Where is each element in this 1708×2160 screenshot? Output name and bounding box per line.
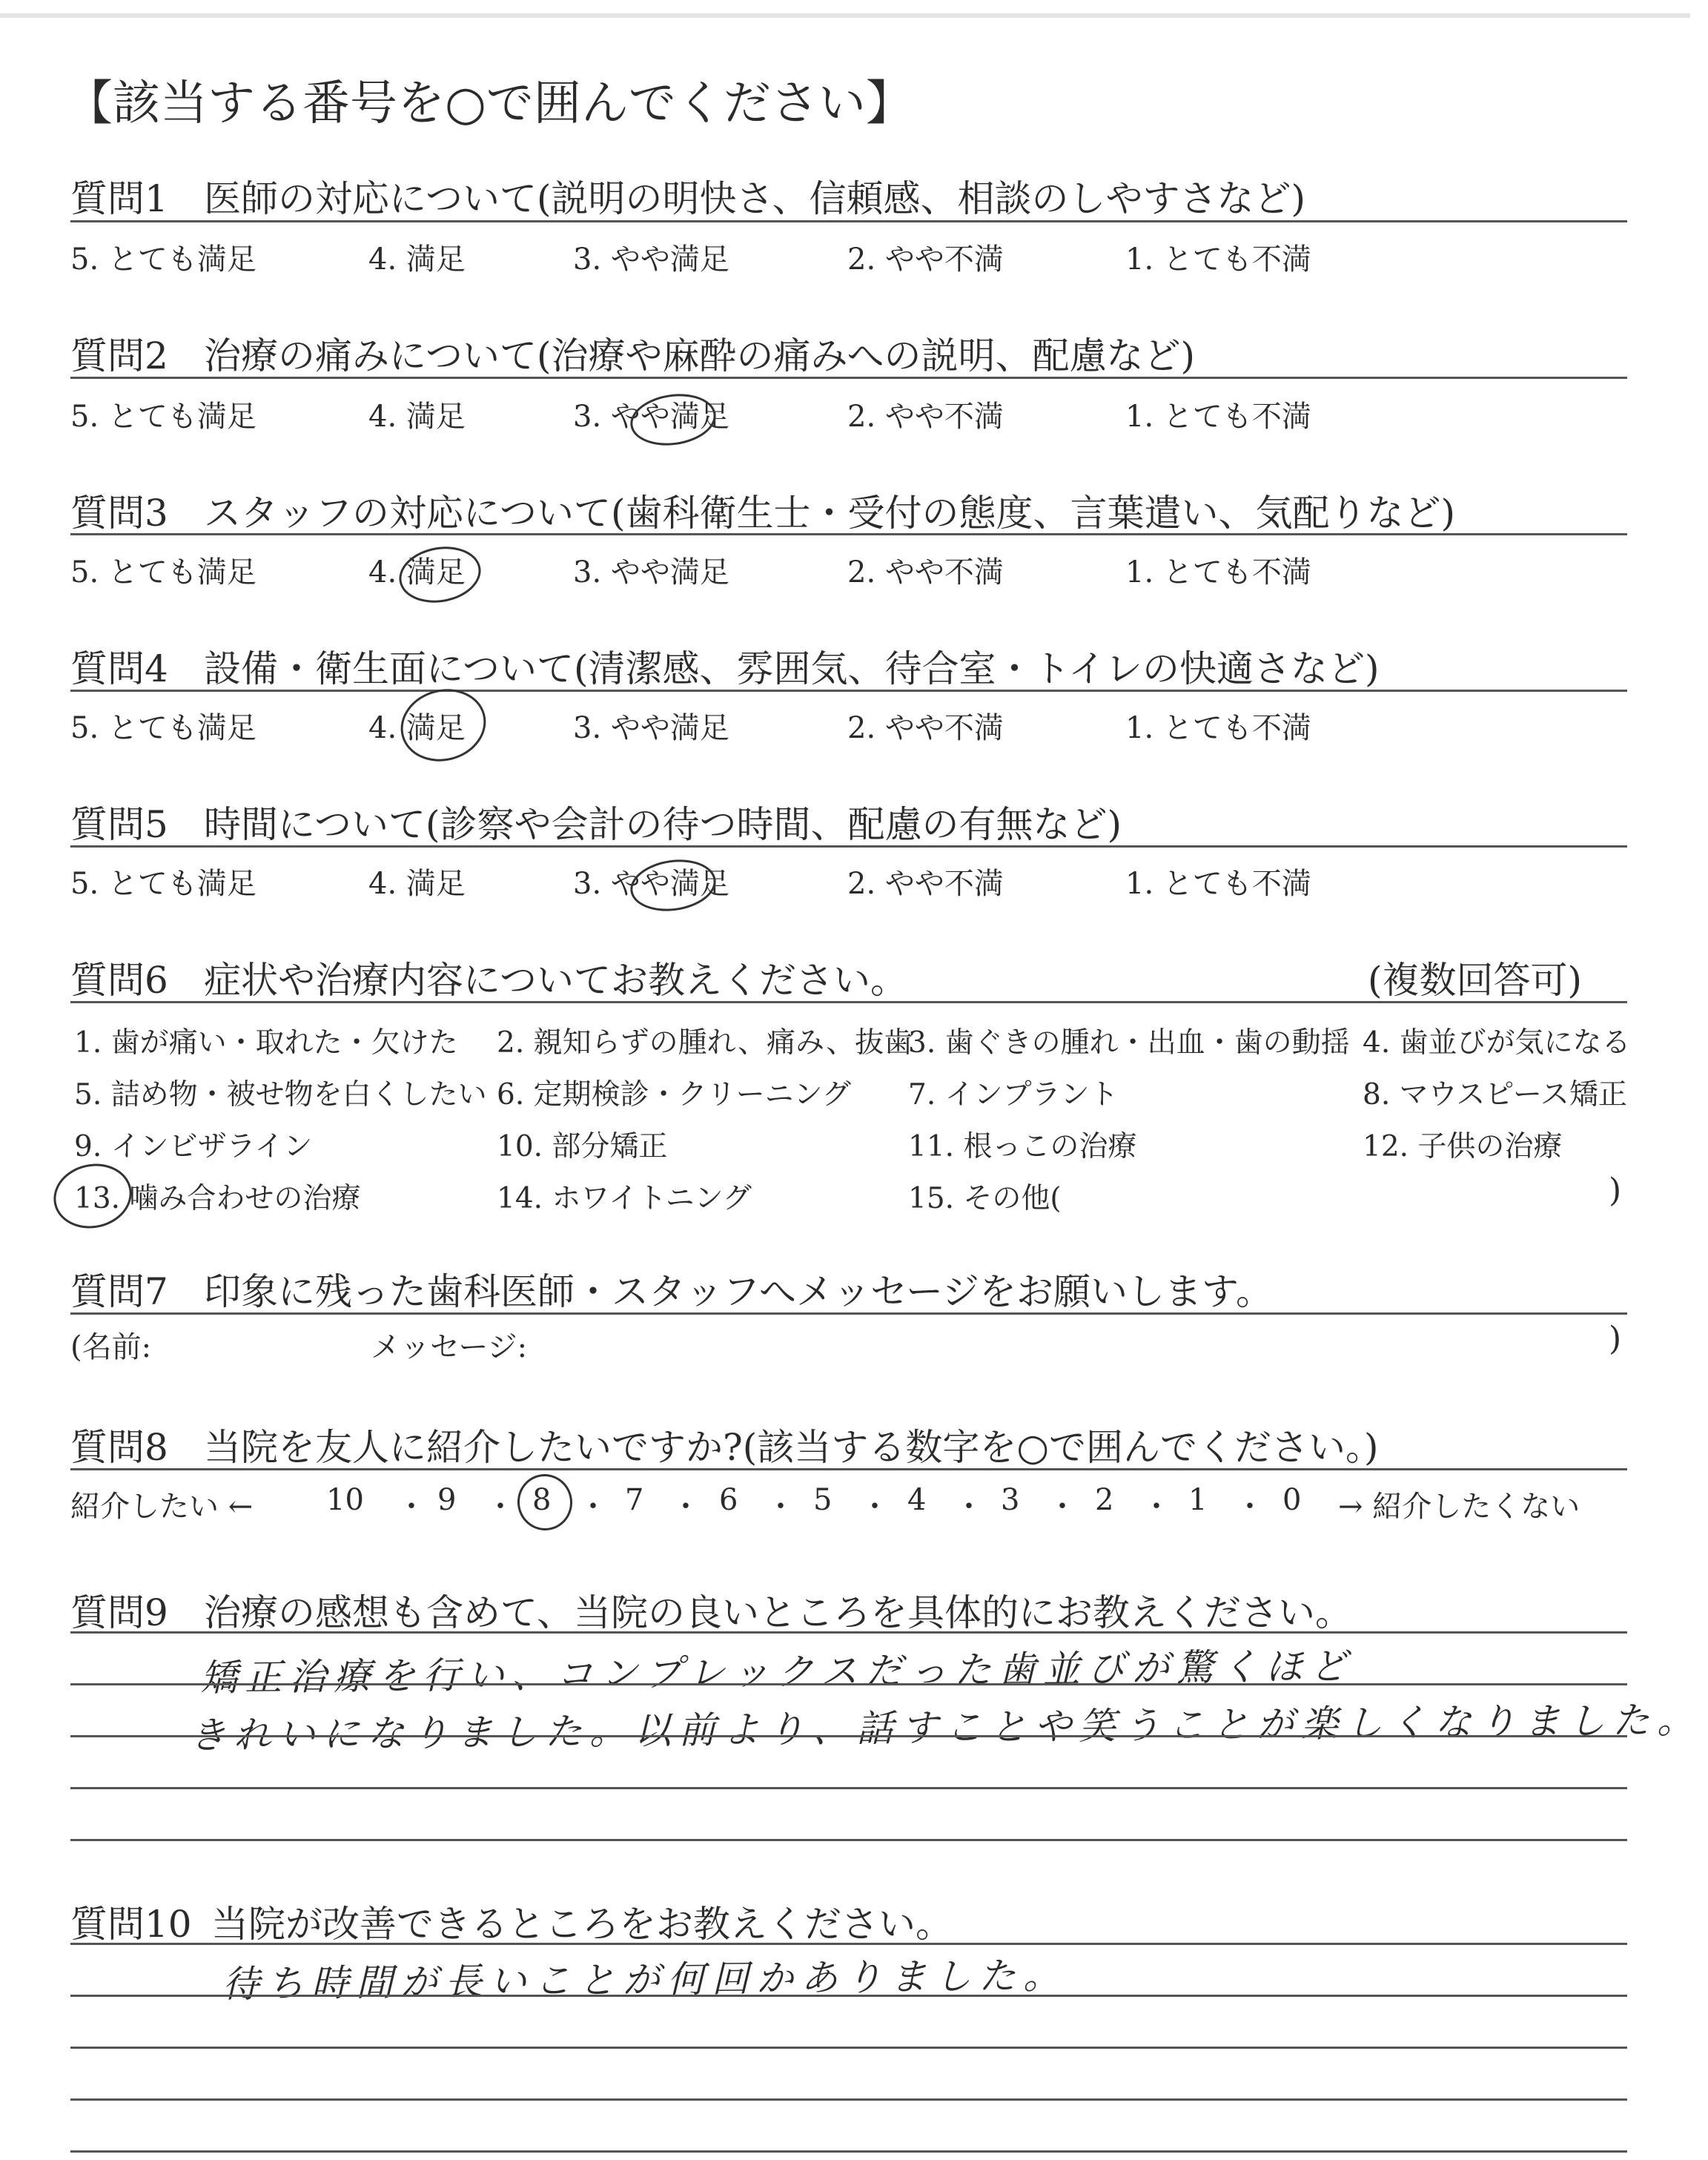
q6-option-9[interactable]: 9. インビザライン [74, 1130, 313, 1163]
question-text: 当院を友人に紹介したいですか?(該当する数字を○で囲んでください。) [204, 1426, 1379, 1469]
q4-option-2[interactable]: 2. やや不満 [847, 711, 1004, 745]
q6-option-12[interactable]: 12. 子供の治療 [1363, 1130, 1563, 1163]
q6-other-close-paren: ) [1609, 1172, 1622, 1209]
question-7-title [70, 1262, 1273, 1315]
q2-option-3[interactable]: 3. やや満足 [573, 400, 729, 434]
q9-answer-rule [70, 1683, 1627, 1685]
q1-option-3[interactable]: 3. やや満足 [573, 242, 729, 277]
scale-dot: ・ [766, 1490, 795, 1524]
scale-dot: ・ [954, 1490, 984, 1524]
scale-dot: ・ [1047, 1490, 1077, 1524]
q8-scale-10[interactable]: 10 [326, 1483, 364, 1517]
question-8-rule [70, 1468, 1627, 1470]
q8-scale-4[interactable]: 4 [907, 1483, 927, 1517]
q8-scale-9[interactable]: 9 [437, 1483, 457, 1517]
q1-option-2[interactable]: 2. やや不満 [847, 242, 1004, 277]
question-7-rule [70, 1312, 1627, 1315]
q5-option-4[interactable]: 4. 満足 [368, 867, 466, 901]
q8-scale-1[interactable]: 1 [1188, 1483, 1208, 1517]
q6-option-8[interactable]: 8. マウスピース矯正 [1363, 1078, 1627, 1112]
q4-option-1[interactable]: 1. とても不満 [1125, 711, 1311, 745]
q6-option-10[interactable]: 10. 部分矯正 [497, 1130, 668, 1163]
q1-option-5[interactable]: 5. とても満足 [70, 242, 256, 277]
q4-option-3[interactable]: 3. やや満足 [573, 711, 729, 745]
q2-option-4[interactable]: 4. 満足 [368, 400, 466, 434]
form-header: 【該当する番号を○で囲んでください】 [65, 76, 913, 131]
question-3-title [70, 483, 1455, 537]
q8-scale-6[interactable]: 6 [719, 1483, 738, 1517]
q8-scale-0[interactable]: 0 [1282, 1483, 1302, 1517]
q8-scale-2[interactable]: 2 [1095, 1483, 1114, 1517]
question-number: 質問7 [70, 1270, 168, 1313]
scale-dot: ・ [671, 1490, 701, 1524]
question-text: 治療の痛みについて(治療や麻酔の痛みへの説明、配慮など) [204, 334, 1196, 377]
q8-scale-7[interactable]: 7 [625, 1483, 644, 1517]
q9-answer-line-2: きれいになりました。以前より、話すことや笑うことが楽しくなりました。 [188, 1698, 1702, 1757]
q6-option-13[interactable]: 13. 噛み合わせの治療 [74, 1182, 361, 1215]
q10-answer-rule [70, 2150, 1627, 2153]
q2-option-2[interactable]: 2. やや不満 [847, 400, 1004, 434]
question-number: 質問6 [70, 959, 168, 1002]
q6-option-15[interactable]: 15. その他( [908, 1182, 1062, 1215]
q3-option-5[interactable]: 5. とても満足 [70, 555, 256, 589]
question-10-title [70, 1895, 953, 1948]
question-6-note: (複数回答可) [1368, 959, 1583, 1002]
q8-left-label: 紹介したい ← [70, 1490, 254, 1524]
q8-right-label: → 紹介したくない [1338, 1490, 1580, 1524]
q7-name-label: (名前: [70, 1330, 152, 1364]
question-4-rule [70, 690, 1627, 692]
q4-selection-circle [393, 680, 494, 771]
question-10-rule [70, 1943, 1627, 1945]
q2-option-1[interactable]: 1. とても不満 [1125, 400, 1311, 434]
question-number: 質問8 [70, 1426, 168, 1469]
q5-option-3[interactable]: 3. やや満足 [573, 867, 729, 901]
q6-option-6[interactable]: 6. 定期検診・クリーニング [497, 1078, 851, 1112]
question-text: 時間について(診察や会計の待つ時間、配慮の有無など) [204, 803, 1122, 846]
scale-dot: ・ [486, 1490, 515, 1524]
q7-close-paren: ) [1609, 1320, 1622, 1358]
question-number: 質問5 [70, 803, 168, 846]
question-6-title [70, 951, 907, 1004]
question-2-title [70, 326, 1195, 380]
q6-option-7[interactable]: 7. インプラント [908, 1078, 1119, 1112]
question-text: 治療の感想も含めて、当院の良いところを具体的にお教えください。 [204, 1591, 1352, 1634]
scale-dot: ・ [1235, 1490, 1265, 1524]
q5-option-5[interactable]: 5. とても満足 [70, 867, 256, 901]
q8-scale-8[interactable]: 8 [532, 1483, 552, 1517]
q10-answer-rule [70, 2047, 1627, 2049]
q9-answer-rule [70, 1787, 1627, 1789]
q6-option-11[interactable]: 11. 根っこの治療 [908, 1130, 1137, 1163]
q6-option-5[interactable]: 5. 詰め物・被せ物を白くしたい [74, 1078, 487, 1112]
q4-option-5[interactable]: 5. とても満足 [70, 711, 256, 745]
question-number: 質問1 [70, 177, 168, 220]
question-text: 医師の対応について(説明の明快さ、信頼感、相談のしやすさなど) [204, 177, 1306, 220]
q6-option-1[interactable]: 1. 歯が痛い・取れた・欠けた [74, 1026, 458, 1060]
q3-option-1[interactable]: 1. とても不満 [1125, 555, 1311, 589]
question-number: 質問3 [70, 492, 168, 535]
q2-option-5[interactable]: 5. とても満足 [70, 400, 256, 434]
q8-scale-3[interactable]: 3 [1001, 1483, 1020, 1517]
question-3-rule [70, 533, 1627, 535]
scan-top-edge [0, 13, 1690, 18]
q3-option-4[interactable]: 4. 満足 [368, 555, 466, 589]
scale-dot: ・ [1142, 1490, 1171, 1524]
scale-dot: ・ [860, 1490, 890, 1524]
q3-option-3[interactable]: 3. やや満足 [573, 555, 729, 589]
q7-message-label: メッセージ: [371, 1330, 528, 1364]
scale-dot: ・ [578, 1490, 608, 1524]
q3-option-2[interactable]: 2. やや不満 [847, 555, 1004, 589]
question-1-rule [70, 220, 1627, 222]
question-text: 設備・衛生面について(清潔感、雰囲気、待合室・トイレの快適さなど) [204, 647, 1380, 690]
q1-option-4[interactable]: 4. 満足 [368, 242, 466, 277]
question-number: 質問9 [70, 1591, 168, 1634]
question-5-title [70, 795, 1122, 848]
q10-answer-rule [70, 1995, 1627, 1997]
q10-answer-rule [70, 2098, 1627, 2101]
question-text: 当院が改善できるところをお教えください。 [211, 1903, 953, 1946]
question-1-title [70, 169, 1305, 222]
q10-answer-line-1: 待ち時間が長いことが何回かありました。 [222, 1954, 1068, 2006]
q9-answer-rule [70, 1839, 1627, 1841]
question-6-rule [70, 1001, 1627, 1003]
q6-option-14[interactable]: 14. ホワイトニング [497, 1182, 752, 1215]
q6-option-3[interactable]: 3. 歯ぐきの腫れ・出血・歯の動揺 [908, 1026, 1350, 1060]
question-number: 質問10 [70, 1903, 192, 1946]
question-text: スタッフの対応について(歯科衛生士・受付の態度、言葉遣い、気配りなど) [204, 492, 1456, 535]
question-4-title [70, 639, 1380, 693]
q6-option-2[interactable]: 2. 親知らずの腫れ、痛み、抜歯 [497, 1026, 913, 1060]
question-number: 質問4 [70, 647, 168, 690]
q1-option-1[interactable]: 1. とても不満 [1125, 242, 1311, 277]
question-2-rule [70, 377, 1627, 379]
question-9-rule [70, 1631, 1627, 1634]
q8-scale-5[interactable]: 5 [813, 1483, 833, 1517]
q9-answer-rule [70, 1735, 1627, 1737]
question-number: 質問2 [70, 334, 168, 377]
question-9-title [70, 1583, 1352, 1636]
q8-selection-circle [513, 1470, 577, 1535]
q6-option-4[interactable]: 4. 歯並びが気になる [1363, 1026, 1631, 1060]
question-5-rule [70, 845, 1627, 848]
q5-option-1[interactable]: 1. とても不満 [1125, 867, 1311, 901]
q5-option-2[interactable]: 2. やや不満 [847, 867, 1004, 901]
q9-answer-line-1: 矯正治療を行い、コンプレックスだった歯並びが驚くほど [199, 1644, 1355, 1700]
question-8-title [70, 1418, 1378, 1471]
scale-dot: ・ [397, 1490, 426, 1524]
q4-option-4[interactable]: 4. 満足 [368, 711, 466, 745]
q6-selection-circle [47, 1157, 138, 1235]
question-text: 印象に残った歯科医師・スタッフへメッセージをお願いします。 [204, 1270, 1273, 1313]
question-text: 症状や治療内容についてお教えください。 [204, 959, 907, 1002]
